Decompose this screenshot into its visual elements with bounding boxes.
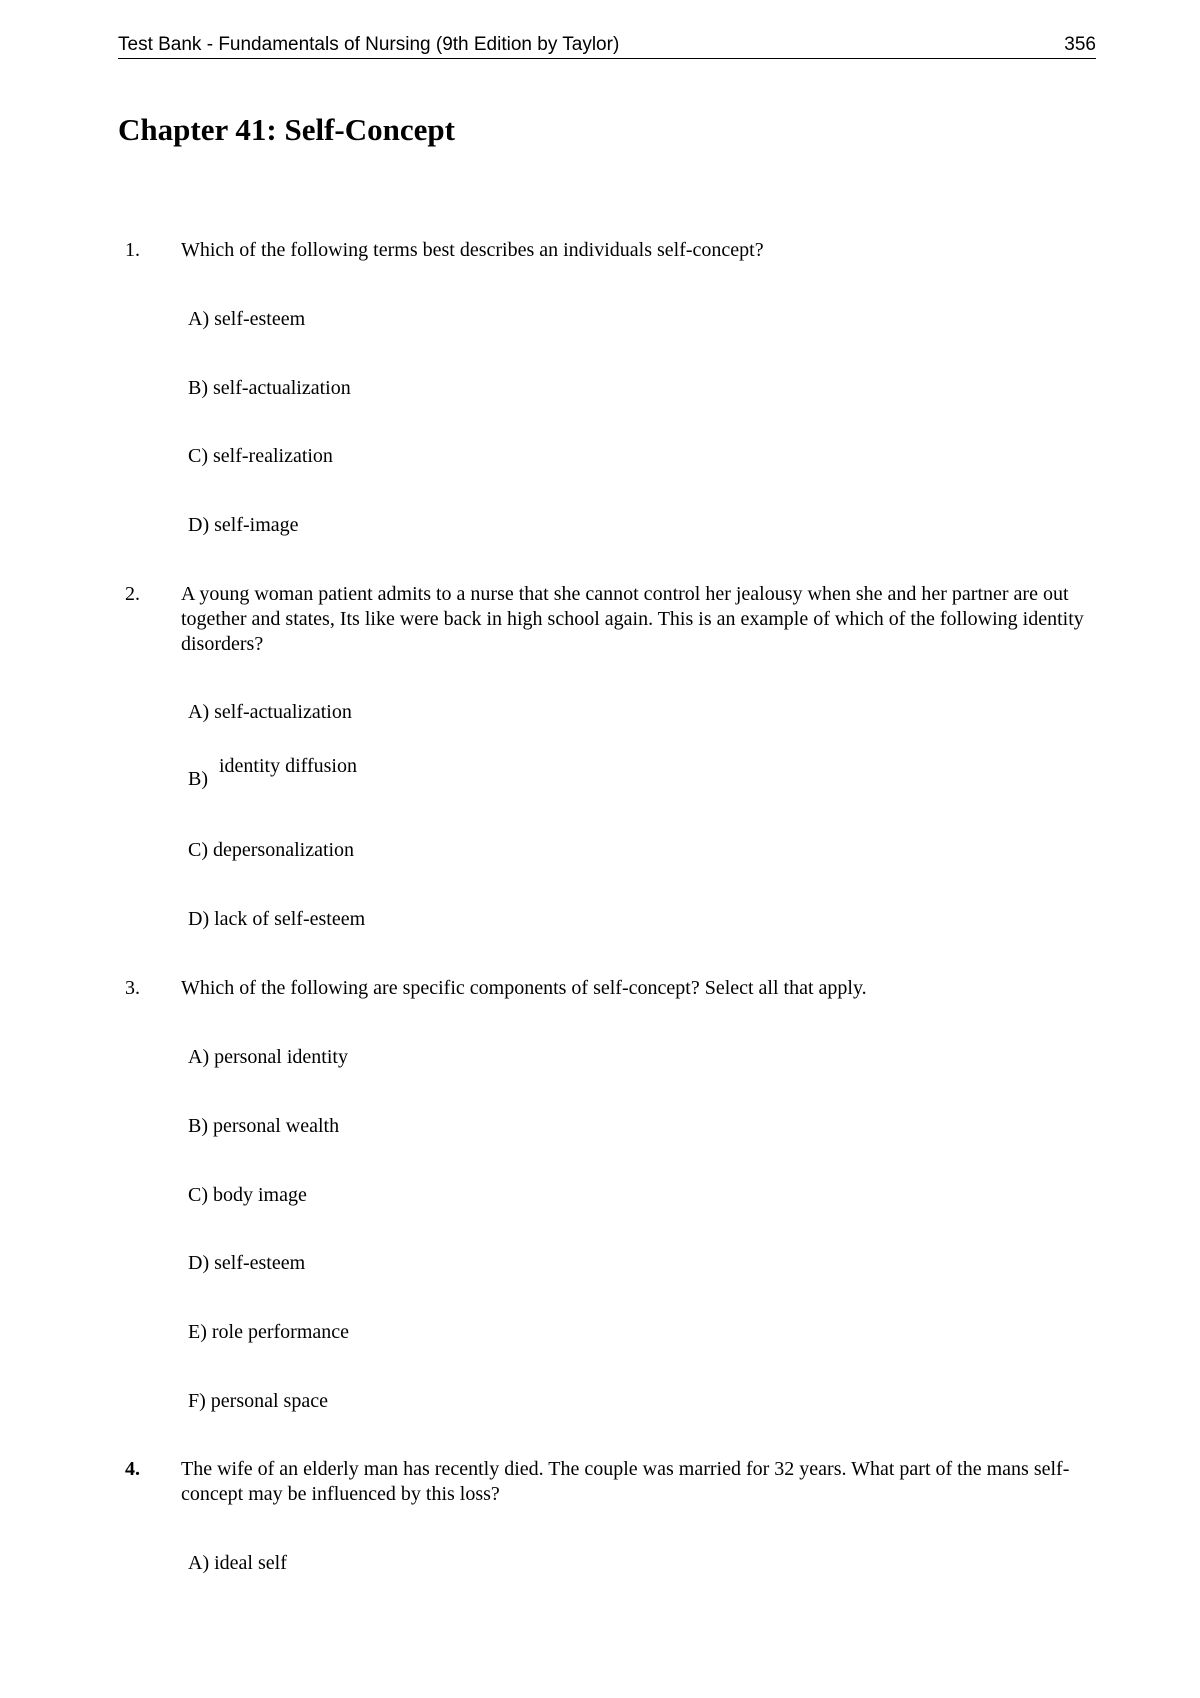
page-header — [118, 33, 1096, 59]
q1-option-b: B) self-actualization — [188, 377, 351, 399]
q3-option-a: A) personal identity — [188, 1046, 348, 1068]
question-text: Which of the following terms best describes an individuals self-concept? — [181, 239, 764, 261]
q3-option-d: D) self-esteem — [188, 1252, 306, 1274]
q3-option-f: F) personal space — [188, 1390, 328, 1412]
q3-option-b: B) personal wealth — [188, 1115, 340, 1137]
question-number: 4. — [125, 1458, 140, 1480]
chapter-title: Chapter 41: Self-Concept — [118, 112, 455, 147]
question-number: 3. — [125, 977, 140, 999]
q3-option-e: E) role performance — [188, 1321, 350, 1343]
q4-option-a: A) ideal self — [188, 1552, 287, 1574]
question-number: 1. — [125, 239, 140, 261]
q1-option-d: D) self-image — [188, 514, 299, 536]
question-text: Which of the following are specific components of self-concept? Select all that apply. — [181, 977, 867, 999]
q2-option-c: C) depersonalization — [188, 839, 355, 861]
question-number: 2. — [125, 583, 140, 605]
q1-option-a: A) self-esteem — [188, 308, 306, 330]
q3-option-c: C) body image — [188, 1184, 307, 1206]
q2-option-d: D) lack of self-esteem — [188, 908, 366, 930]
q1-option-c: C) self-realization — [188, 445, 333, 467]
page-number: 356 — [1064, 34, 1096, 55]
q2-option-a: A) self-actualization — [188, 701, 352, 723]
question-text: A young woman patient admits to a nurse that she cannot control her jealousy when she and her partner are out together and states, Its like were back in high school again. This is an example of which of the following identity disorders? — [181, 583, 1084, 655]
header-title: Test Bank - Fundamentals of Nursing (9th Edition by Taylor) — [118, 34, 620, 55]
question-text: The wife of an elderly man has recently died. The couple was married for 32 years. What part of the mans self-concept may be influenced by this loss? — [181, 1458, 1070, 1505]
